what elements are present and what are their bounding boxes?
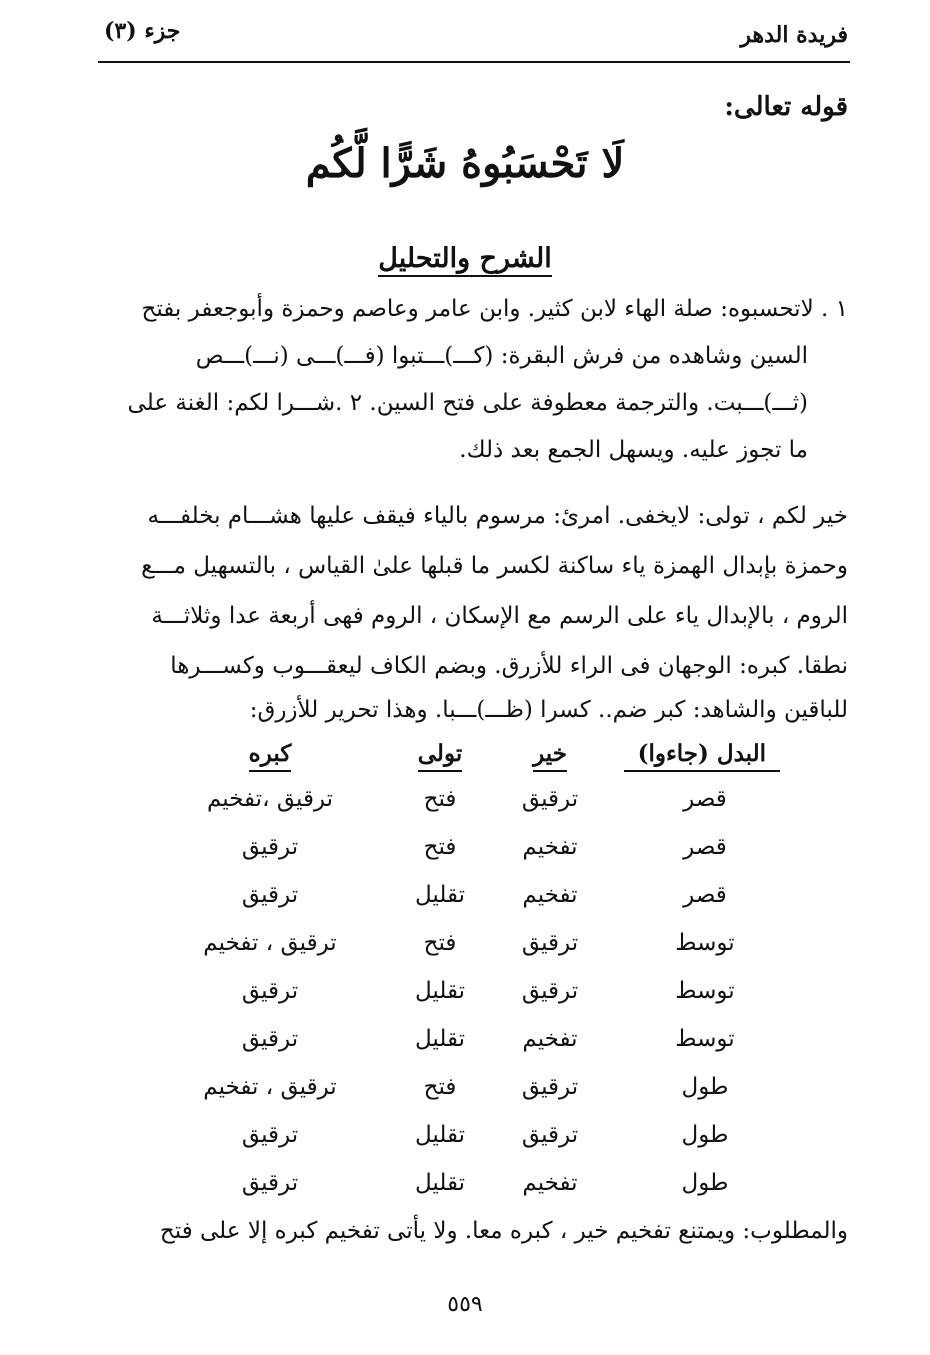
paragraph-line: نطقا. كبره: الوجهان فى الراء للأزرق. وبضم الكاف ليعقـــوب وكســـرها (170, 653, 848, 679)
table-cell: ترقيق (241, 1026, 299, 1052)
table-cell: ترقيق ، تفخيم (203, 1074, 337, 1100)
table-header-cell (630, 740, 780, 767)
table-cell: تقليل (414, 1122, 465, 1148)
note-line: ما تجوز عليه. ويسهل الجمع بعد ذلك. (459, 437, 808, 463)
table-cell: ترقيق (521, 1074, 579, 1100)
paragraph-line: خير لكم ، تولى: لايخفى. امرئ: مرسوم بالياء فيقف عليها هشـــام بخلفـــه (147, 503, 848, 529)
table-cell: تقليل (414, 1170, 465, 1196)
table-cell: تقليل (414, 978, 465, 1004)
section-title-text: الشرح والتحليل (378, 243, 551, 277)
table-cell: فتح (423, 930, 457, 956)
header-tawalla: تولى (418, 740, 462, 772)
table-header-cell (150, 740, 390, 767)
table-cell: فتح (423, 786, 457, 812)
paragraph-line: الروم ، بالإبدال ياء على الرسم مع الإسكان ، الروم فهى أربعة عدا وثلاثـــة (151, 603, 848, 629)
header-khayr: خير (533, 740, 567, 772)
table-cell: ترقيق ،تفخيم (206, 786, 334, 812)
table-cell: توسط (675, 930, 735, 956)
closing-line: والمطلوب: ويمتنع تفخيم خير ، كبره معا. ولا يأتى تفخيم كبره إلا على فتح (159, 1218, 848, 1244)
page-number: ٥٥٩ (447, 1292, 483, 1317)
table-cell: ترقيق (241, 978, 299, 1004)
table-cell: تفخيم (522, 1170, 578, 1196)
paragraph-line: وحمزة بإبدال الهمزة ياء ساكنة لكسر ما قبلها علىٰ القياس ، بالتسهيل مـــع (141, 553, 848, 579)
table-row (150, 1170, 780, 1218)
table-row (150, 1074, 780, 1122)
table-row (150, 1026, 780, 1074)
table-cell: ترقيق (241, 834, 299, 860)
quran-verse: لَا تَحْسَبُوهُ شَرًّا لَّكُم (305, 140, 625, 187)
table-cell: فتح (423, 1074, 457, 1100)
table-cell: ترقيق (521, 1122, 579, 1148)
table-cell: قصر (683, 834, 727, 860)
table-cell: ترقيق (521, 978, 579, 1004)
table-cell: ترقيق (241, 1170, 299, 1196)
paragraph-line: للباقين والشاهد: كبر ضم.. كسرا (ظـــ)ـــبا. وهذا تحرير للأزرق: (249, 697, 848, 723)
tajweed-table (150, 740, 780, 1218)
note-line: السين وشاهده من فرش البقرة: (كـــ)ـــتبوا (فـــ)ـــى (نـــ)ـــص (195, 343, 808, 369)
table-header-row (150, 740, 780, 786)
table-header-cell (500, 740, 600, 767)
table-row (150, 786, 780, 834)
header-badal: البدل (جاءوا) (624, 740, 780, 772)
table-row (150, 882, 780, 930)
table-row (150, 978, 780, 1026)
table-row (150, 834, 780, 882)
note-line: ١ . لاتحسبوه: صلة الهاء لابن كثير. وابن عامر وعاصم وحمزة وأبوجعفر بفتح (141, 296, 848, 322)
part-label: جزء (٣) (104, 18, 181, 44)
table-cell: توسط (675, 978, 735, 1004)
header-rule (98, 61, 850, 63)
table-cell: ترقيق (521, 786, 579, 812)
table-cell: تفخيم (522, 882, 578, 908)
running-title: فريدة الدهر (740, 22, 848, 48)
table-cell: ترقيق ، تفخيم (203, 930, 337, 956)
table-cell: تفخيم (522, 1026, 578, 1052)
table-row (150, 1122, 780, 1170)
table-header-cell (400, 740, 480, 767)
verse-intro: قوله تعالى: (724, 92, 848, 122)
table-cell: ترقيق (241, 882, 299, 908)
table-cell: قصر (683, 786, 727, 812)
table-row (150, 930, 780, 978)
table-cell: طول (681, 1170, 729, 1196)
table-cell: تفخيم (522, 834, 578, 860)
table-cell: طول (681, 1122, 729, 1148)
header-kibrahu: كبره (249, 740, 292, 772)
table-cell: ترقيق (241, 1122, 299, 1148)
table-cell: تقليل (414, 882, 465, 908)
table-cell: تقليل (414, 1026, 465, 1052)
table-cell: قصر (683, 882, 727, 908)
section-title (0, 243, 930, 274)
table-cell: توسط (675, 1026, 735, 1052)
table-cell: فتح (423, 834, 457, 860)
table-cell: ترقيق (521, 930, 579, 956)
table-cell: طول (681, 1074, 729, 1100)
note-line: (ثـــ)ـــبت. والترجمة معطوفة على فتح السين. ٢ .شـــرا لكم: الغنة على (127, 390, 808, 416)
